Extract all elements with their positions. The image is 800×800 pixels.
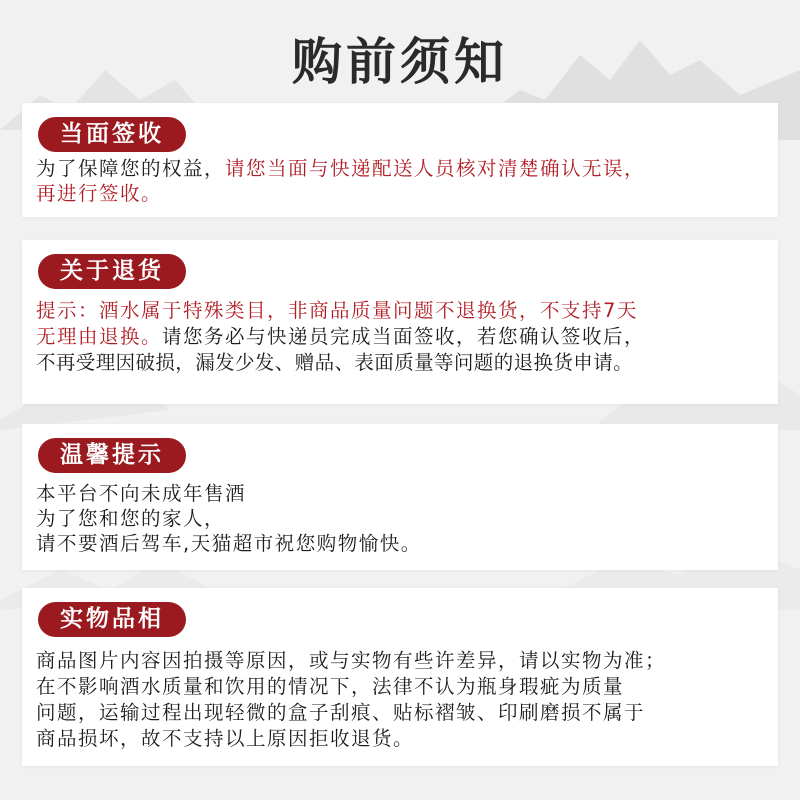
- section-body: [36, 298, 776, 376]
- section-badge: 关于退货: [38, 254, 186, 289]
- body-line: [36, 156, 776, 181]
- body-text-normal: 商品图片内容因拍摄等原因，或与实物有些许差异，请以实物为准；: [36, 649, 667, 672]
- body-text-highlight: 再进行签收。: [36, 182, 163, 205]
- body-text-normal: 请您务必与快递员完成当面签收，若您确认签收后，: [162, 325, 646, 348]
- body-text-normal: 本平台不向未成年售酒: [36, 482, 247, 505]
- body-text-normal: 商品损坏，故不支持以上原因拒收退货。: [36, 727, 415, 750]
- section-badge: 当面签收: [38, 117, 186, 152]
- body-text-highlight: 提示：酒水属于特殊类目，非商品质量问题不退换货，不支持7天: [36, 299, 638, 322]
- section-body: [36, 156, 776, 206]
- body-text-normal: 在不影响酒水质量和饮用的情况下，法律不认为瓶身瑕疵为质量: [36, 675, 625, 698]
- section-body: [36, 648, 776, 752]
- page-title: 购前须知: [292, 32, 508, 91]
- section-body: [36, 481, 776, 556]
- body-text-normal: 请不要酒后驾车,天猫超市祝您购物愉快。: [36, 532, 422, 555]
- body-text-highlight: 请您当面与快递配送人员核对清楚确认无误，: [225, 157, 646, 180]
- section-badge: 温馨提示: [38, 438, 186, 473]
- section-badge: 实物品相: [38, 602, 186, 637]
- body-text-normal: 为了保障您的权益，: [36, 157, 226, 180]
- body-text-normal: 问题，运输过程出现轻微的盒子刮痕、贴标褶皱、印刷磨损不属于: [36, 701, 646, 724]
- body-text-normal: 不再受理因破损，漏发少发、赠品、表面质量等问题的退换货申请。: [36, 351, 634, 374]
- section-card-returns: [22, 240, 778, 404]
- section-card-sign-on-delivery: [22, 103, 778, 217]
- body-text-normal: 为了您和您的家人，: [36, 507, 226, 530]
- section-card-warm-tips: [22, 424, 778, 570]
- body-text-highlight: 无理由退换。: [36, 325, 163, 348]
- body-line: [36, 324, 776, 350]
- section-card-product-appearance: [22, 588, 778, 766]
